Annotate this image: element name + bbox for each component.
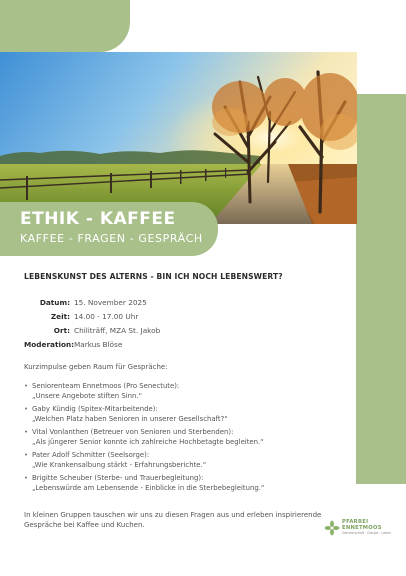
impulse-speaker: Gaby Kündig (Spitex-Mitarbeitende):	[32, 405, 158, 413]
list-item	[24, 405, 329, 424]
closing-text: In kleinen Gruppen tauschen wir uns zu diesen Fragen aus und erleben inspirierende Gespräche bei Kaffee und Kuchen.	[24, 511, 322, 529]
detail-row-location	[24, 324, 329, 338]
leaf-logo-icon	[324, 520, 340, 536]
impulse-speaker: Seniorenteam Ennetmoos (Pro Senectute):	[32, 382, 180, 390]
impulse-quote: „Wie Krankensalbung stärkt - Erfahrungsberichte.“	[32, 460, 207, 469]
title-banner	[0, 202, 218, 256]
corner-decoration	[0, 0, 130, 52]
impulse-speaker: Brigitte Scheuber (Sterbe- und Trauerbegleitung):	[32, 474, 204, 482]
detail-label: Zeit:	[50, 312, 70, 321]
flyer-content	[24, 272, 329, 530]
impulse-speaker: Pater Adolf Schmitter (Seelsorge):	[32, 451, 150, 459]
impulse-quote: „Welchen Platz haben Senioren in unserer Gesellschaft?“	[32, 414, 228, 423]
detail-value: Markus Blöse	[74, 340, 123, 349]
side-decoration-bar	[356, 94, 406, 484]
detail-label: Datum:	[39, 298, 70, 307]
list-item	[24, 382, 329, 401]
logo-line1: PFARREI	[342, 519, 369, 525]
impulse-speaker: Vital Vonlanthen (Betreuer von Senioren und Sterbenden):	[32, 428, 234, 436]
impulse-list	[24, 382, 329, 493]
detail-row-date	[24, 296, 329, 310]
detail-value: 15. November 2025	[74, 298, 147, 307]
header-photo	[0, 52, 357, 224]
detail-value: Chiliträff, MZA St. Jakob	[74, 326, 161, 335]
impulse-quote: „Als jüngerer Senior konnte ich zahlreiche Hochbetagte begleiten.“	[32, 437, 264, 446]
list-item	[24, 451, 329, 470]
detail-label: Ort:	[53, 326, 70, 335]
list-item	[24, 428, 329, 447]
event-details	[24, 296, 329, 352]
logo-tagline: Gemeinschaft · Glaube · Leben	[342, 531, 392, 535]
detail-row-time	[24, 310, 329, 324]
impulse-intro: Kurzimpulse geben Raum für Gespräche:	[24, 363, 168, 371]
impulse-quote: „Lebenswürde am Lebensende - Einblicke in die Sterbebegleitung.“	[32, 483, 265, 492]
detail-row-moderation	[24, 338, 329, 352]
parish-logo	[324, 519, 391, 536]
topic-headline: LEBENSKUNST DES ALTERNS - BIN ICH NOCH LEBENSWERT?	[24, 272, 283, 281]
detail-value: 14.00 - 17.00 Uhr	[74, 312, 139, 321]
impulse-quote: „Unsere Angebote stiften Sinn.“	[32, 391, 143, 400]
logo-line2: ENNETMOOS	[342, 525, 382, 531]
logo-text	[342, 519, 391, 536]
detail-label: Moderation:	[24, 340, 75, 349]
list-item	[24, 474, 329, 493]
event-title: ETHIK - KAFFEE	[20, 209, 176, 229]
event-subtitle: KAFFEE - FRAGEN - GESPRÄCH	[20, 232, 203, 245]
